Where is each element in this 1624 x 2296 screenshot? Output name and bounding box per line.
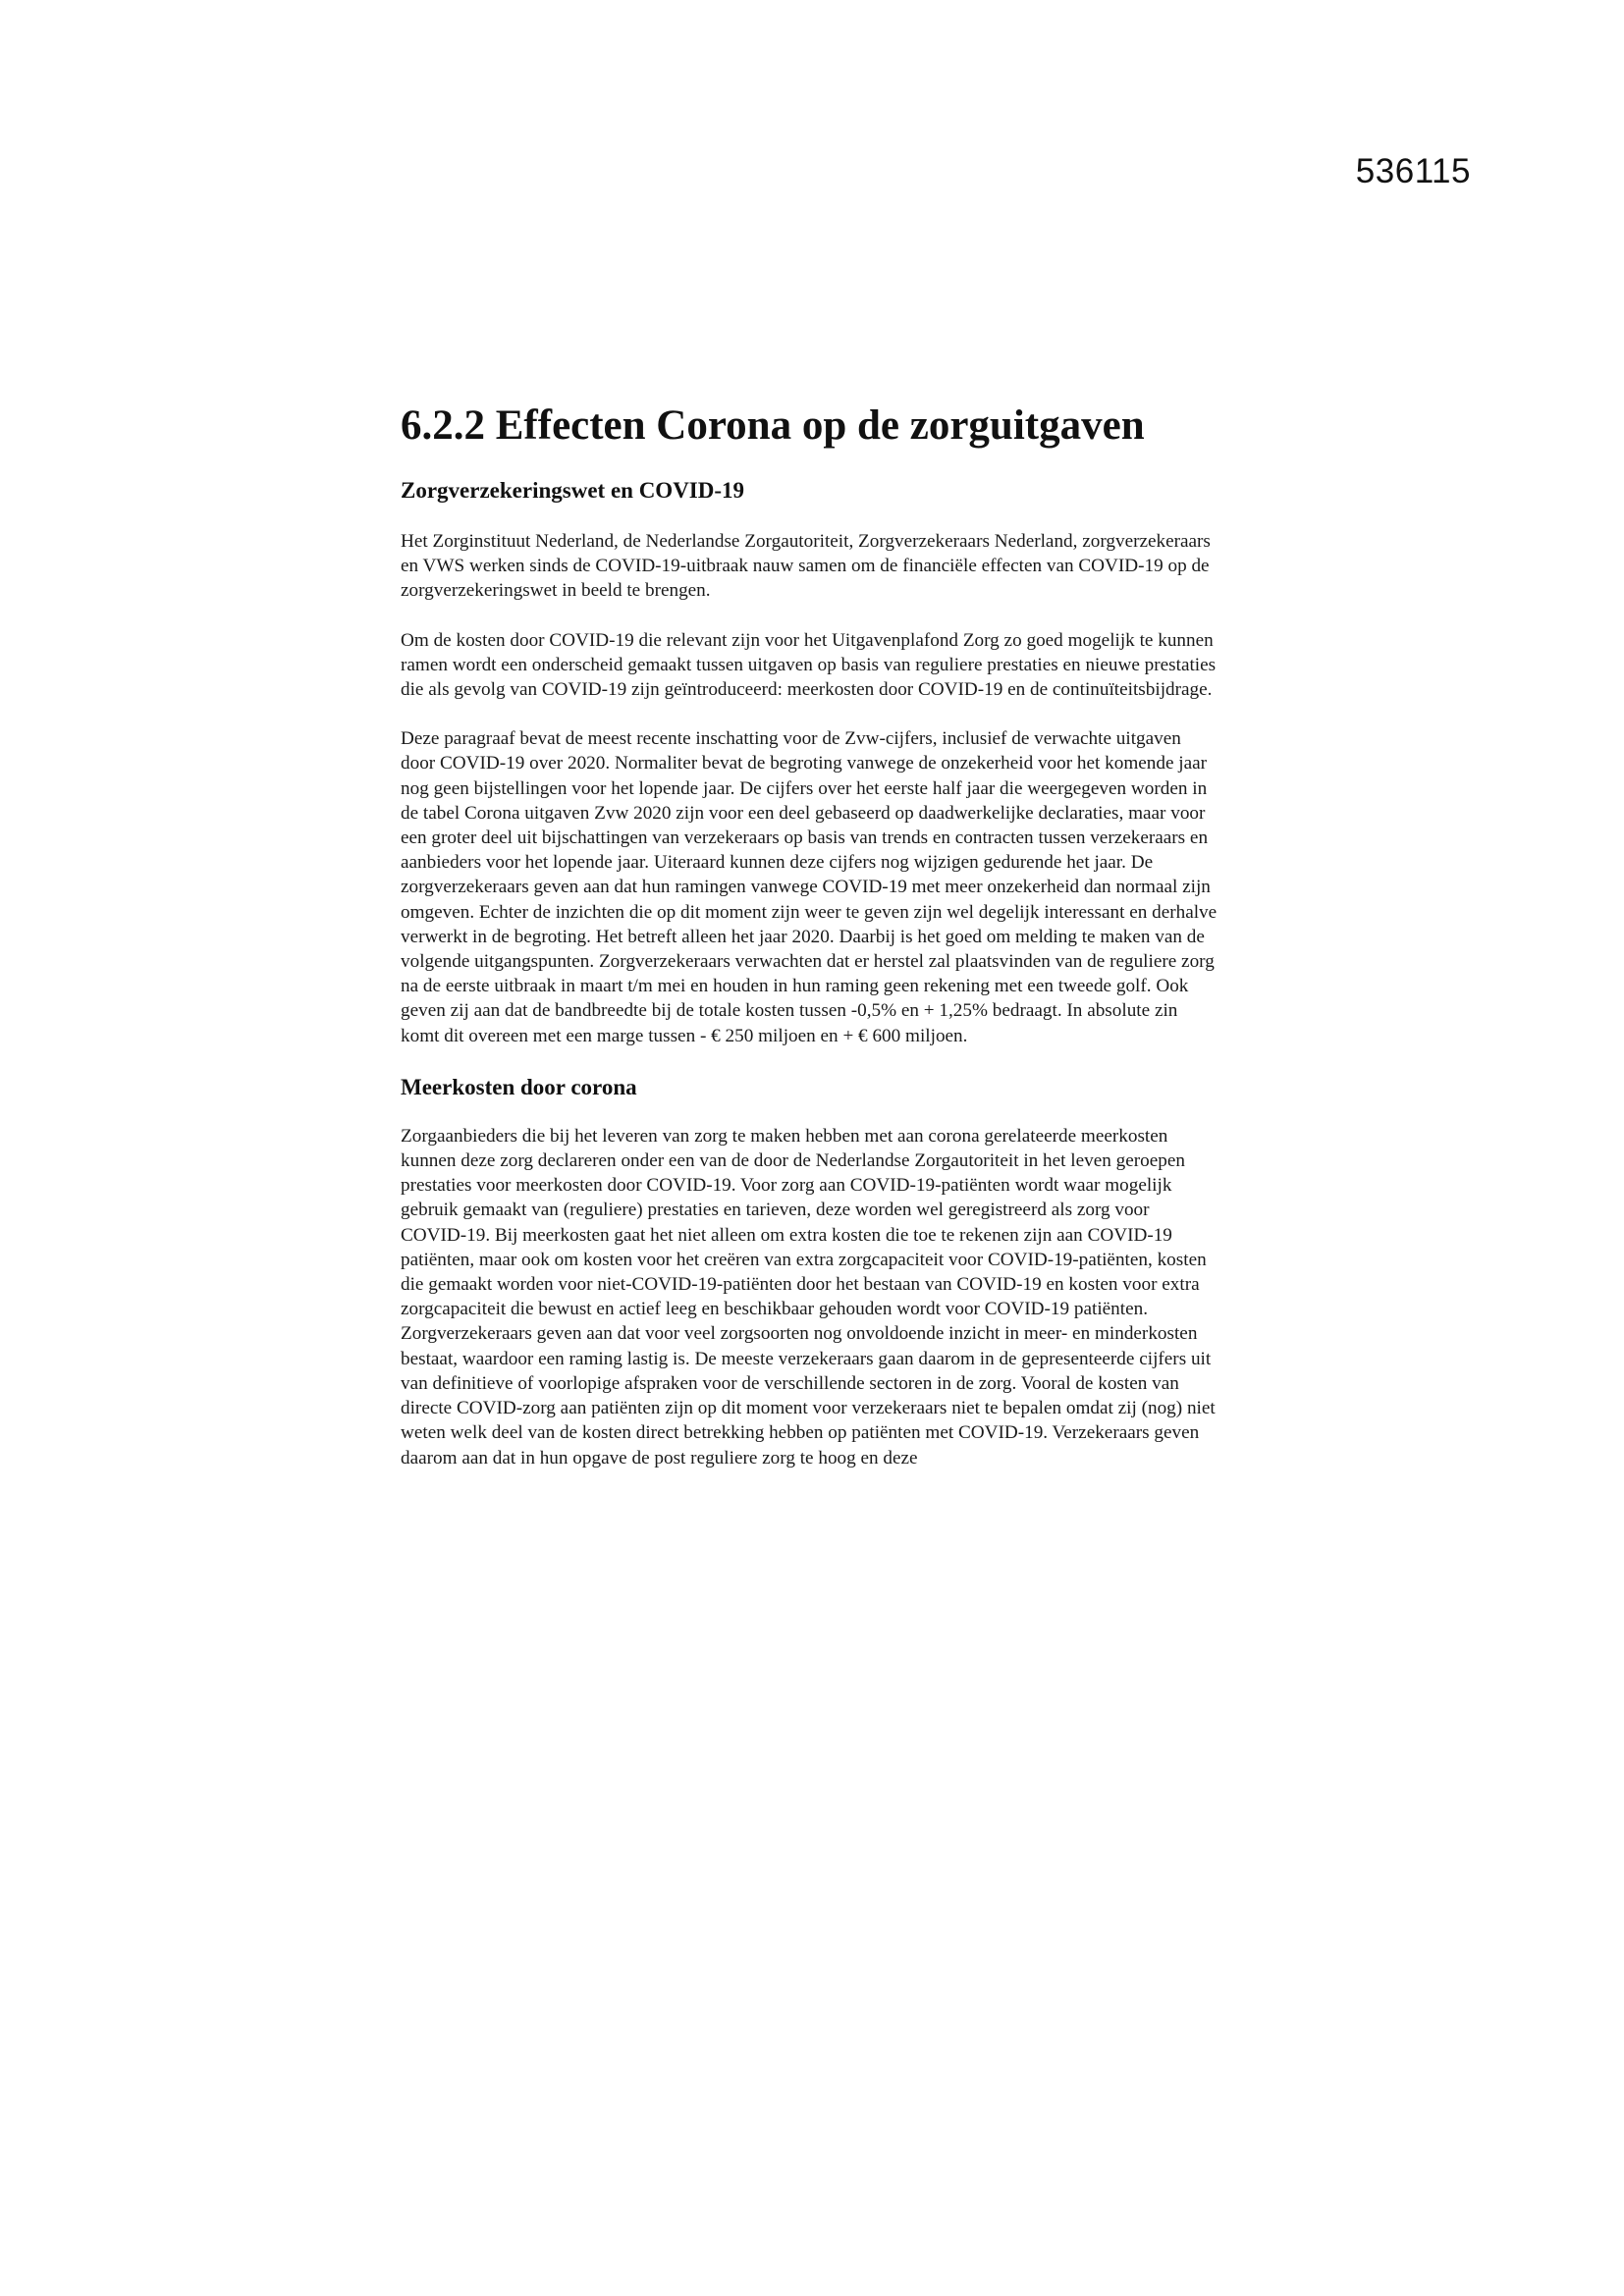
document-number: 536115 [1355,152,1471,190]
section-heading-zvw-covid: Zorgverzekeringswet en COVID-19 [401,478,745,503]
section-heading-meerkosten: Meerkosten door corona [401,1074,637,1099]
paragraph-inschatting-zvw: Deze paragraaf bevat de meest recente inschatting voor de Zvw-cijfers, inclusief de verwachte uitgaven door COVID-19 over 2020. Normaliter bevat de begroting vanwege de onzekerheid voor het komende jaar nog geen bijstellingen voor het lopende jaar. De cijfers over het eerste half jaar die weergegeven worden in de tabel Corona uitgaven Zvw 2020 zijn voor een deel gebaseerd op daadwerkelijke declaraties, maar voor een groter deel uit bijschattingen van verzekeraars op basis van trends en contracten tussen verzekeraars en aanbieders voor het lopende jaar. Uiteraard kunnen deze cijfers nog wijzigen gedurende het jaar. De zorgverzekeraars geven aan dat hun ramingen vanwege COVID-19 met meer onzekerheid dan normaal zijn omgeven. Echter de inzichten die op dit moment zijn weer te geven zijn wel degelijk interessant en derhalve verwerkt in de begroting. Het betreft alleen het jaar 2020. Daarbij is het goed om melding te maken van de volgende uitgangspunten. Zorgverzekeraars verwachten dat er herstel zal plaatsvinden van de reguliere zorg na de eerste uitbraak in maart t/m mei en houden in hun raming geen rekening met een tweede golf. Ook geven zij aan dat de bandbreedte bij de totale kosten tussen -0,5% en + 1,25% bedraagt. In absolute zin komt dit overeen met een marge tussen - € 250 miljoen en + € 600 miljoen. [401,728,1218,1046]
chapter-title: 6.2.2 Effecten Corona op de zorguitgaven [401,402,1145,449]
paragraph-samenwerking: Het Zorginstituut Nederland, de Nederlandse Zorgautoriteit, Zorgverzekeraars Nederland, zorgverzekeraars en VWS werken sinds de COVID-19-uitbraak nauw samen om de financiële effecten van COVID-19 op de zorgverzekeringswet in beeld te brengen. [401,531,1211,602]
paragraph-meerkosten: Zorgaanbieders die bij het leveren van zorg te maken hebben met aan corona gerelateerde meerkosten kunnen deze zorg declareren onder een van de door de Nederlandse Zorgautoriteit in het leven geroepen prestaties voor meerkosten door COVID-19. Voor zorg aan COVID-19-patiënten wordt waar mogelijk gebruik gemaakt van (reguliere) prestaties en tarieven, deze worden wel geregistreerd als zorg voor COVID-19. Bij meerkosten gaat het niet alleen om extra kosten die toe te rekenen zijn aan COVID-19 patiënten, maar ook om kosten voor het creëren van extra zorgcapaciteit voor COVID-19-patiënten, kosten die gemaakt worden voor niet-COVID-19-patiënten door het bestaan van COVID-19 en kosten voor extra zorgcapaciteit die bewust en actief leeg en beschikbaar gehouden wordt voor COVID-19 patiënten. Zorgverzekeraars geven aan dat voor veel zorgsoorten nog onvoldoende inzicht in meer- en minderkosten bestaat, waardoor een raming lastig is. De meeste verzekeraars gaan daarom in de gepresenteerde cijfers uit van definitieve of voorlopige afspraken voor de verschillende sectoren in de zorg. Vooral de kosten van directe COVID-zorg aan patiënten zijn op dit moment voor verzekeraars niet te bepalen omdat zij (nog) niet weten welk deel van de kosten direct betrekking hebben op patiënten met COVID-19. Verzekeraars geven daarom aan dat in hun opgave de post reguliere zorg te hoog en deze [401,1125,1216,1468]
paragraph-kosten-raming: Om de kosten door COVID-19 die relevant zijn voor het Uitgavenplafond Zorg zo goed mogelijk te kunnen ramen wordt een onderscheid gemaakt tussen uitgaven op basis van reguliere prestaties en nieuwe prestaties die als gevolg van COVID-19 zijn geïntroduceerd: meerkosten door COVID-19 en de continuïteitsbijdrage. [401,629,1217,701]
page-content [401,400,1218,1495]
